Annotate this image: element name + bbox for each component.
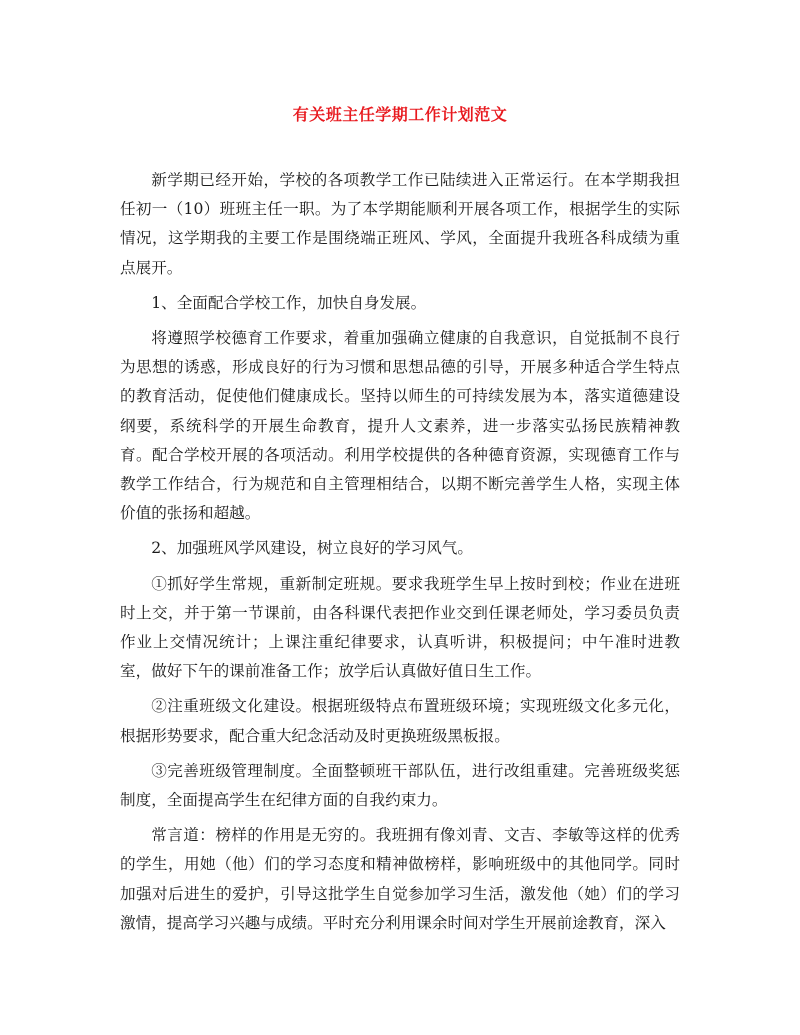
paragraph-role-models: 常言道：榜样的作用是无穷的。我班拥有像刘青、文吉、李敏等这样的优秀的学生，用她（他）们的学习态度和精神做榜样，影响班级中的其他同学。同时加强对后进生的爱护，引导这批学生自觉参加学习生活，激发他（她）们的学习激情，提高学习兴趣与成绩。平时充分利用课余时间对学生开展前途教育，深入	[120, 826, 680, 932]
paragraph-heading-2: 2、加强班风学风建设，树立良好的学习风气。	[151, 539, 473, 558]
paragraph-moral-education: 将遵照学校德育工作要求，着重加强确立健康的自我意识，自觉抵制不良行为思想的诱惑，形成良好的行为习惯和思想品德的引导，开展多种适合学生特点的教育活动，促使他们健康成长。坚持以师生的可持续发展为本，落实道德建设纲要，系统科学的开展生命教育，提升人文素养，进一步落实弘扬民族精神教育。配合学校开展的各项活动。利用学校提供的各种德育资源，实现德育工作与教学工作结合，行为规范和自主管理相结合，以期不断完善学生人格，实现主体价值的张扬和超越。	[120, 329, 680, 523]
paragraph-item-2: ②注重班级文化建设。根据班级特点布置班级环境；实现班级文化多元化，根据形势要求，配合重大纪念活动及时更换班级黑板报。	[120, 697, 680, 745]
document-body	[120, 166, 680, 944]
paragraph-heading-1: 1、全面配合学校工作，加快自身发展。	[151, 293, 427, 312]
paragraph-item-3: ③完善班级管理制度。全面整顿班干部队伍，进行改组重建。完善班级奖惩制度，全面提高学生在纪律方面的自我约束力。	[120, 761, 680, 810]
paragraph-intro: 新学期已经开始，学校的各项教学工作已陆续进入正常运行。在本学期我担任初一（10）班班主任一职。为了本学期能顺利开展各项工作，根据学生的实际情况，这学期我的主要工作是围绕端正班风、学风，全面提升我班各科成绩为重点展开。	[120, 171, 680, 277]
document-title: 有关班主任学期工作计划范文	[292, 105, 508, 124]
paragraph-item-1: ①抓好学生常规，重新制定班规。要求我班学生早上按时到校；作业在进班时上交，并于第一节课前，由各科课代表把作业交到任课老师处，学习委员负责作业上交情况统计；上课注重纪律要求，认真听讲，积极提问；中午准时进教室，做好下午的课前准备工作；放学后认真做好值日生工作。	[120, 574, 680, 681]
